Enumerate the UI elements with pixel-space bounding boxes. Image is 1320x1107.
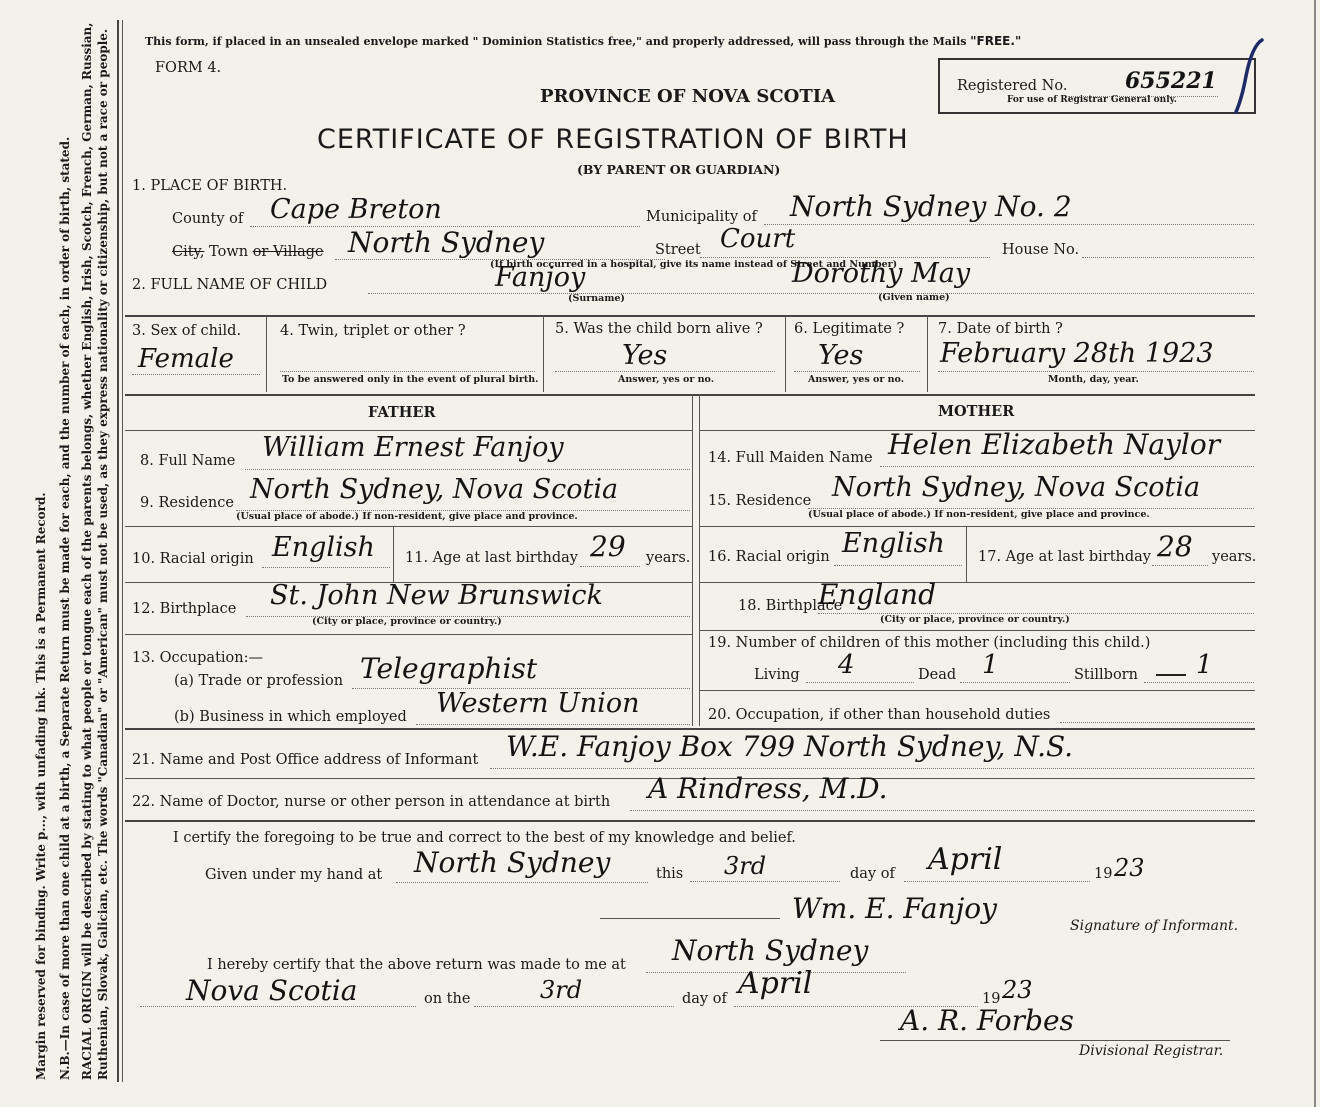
informant-value: W.E. Fanjoy Box 799 North Sydney, N.S.	[506, 730, 1074, 763]
registrar-year-prefix: 19	[982, 991, 1001, 1007]
form-number: FORM 4.	[155, 60, 222, 76]
father-birthplace-note: (City or place, province or country.)	[312, 616, 502, 627]
town-word: Town	[204, 244, 253, 260]
doctor-value: A Rindress, M.D.	[648, 772, 888, 805]
stillborn-value: 1	[1196, 650, 1213, 680]
mother-name: Helen Elizabeth Naylor	[888, 428, 1221, 461]
father-age-label: 11. Age at last birthday	[405, 550, 578, 566]
registrar-statement: I hereby certify that the above return was made to me at	[207, 957, 626, 973]
registrar-place-1: North Sydney	[672, 934, 869, 967]
dead-value: 1	[982, 650, 999, 680]
mother-residence-note: (Usual place of abode.) If non-resident, give place and province.	[808, 509, 1150, 520]
registered-note: For use of Registrar General only.	[1007, 95, 1177, 105]
living-label: Living	[754, 667, 800, 683]
certify-day: 3rd	[724, 852, 767, 880]
mother-children-label: 19. Number of children of this mother (including this child.)	[708, 635, 1151, 651]
margin-rule-inner	[122, 20, 123, 1082]
certify-year-suffix: 23	[1114, 854, 1145, 882]
margin-note-3: N.B.—In case of more than one child at a birth, a Separate Return must be made for each, and the number of each, in order of birth, stated.	[58, 136, 72, 1080]
given-name-note: (Given name)	[878, 292, 950, 303]
mother-residence: North Sydney, Nova Scotia	[832, 472, 1201, 503]
street-label: Street	[655, 242, 701, 258]
father-race-label: 10. Racial origin	[132, 551, 254, 567]
town-value: North Sydney	[348, 226, 545, 259]
legitimate-note: Answer, yes or no.	[808, 374, 905, 385]
dob-value: February 28th 1923	[940, 338, 1214, 369]
certify-place: North Sydney	[414, 846, 611, 879]
alive-label: 5. Was the child born alive ?	[555, 321, 763, 337]
mother-residence-label: 15. Residence	[708, 493, 812, 509]
mother-name-label: 14. Full Maiden Name	[708, 450, 873, 466]
father-birthplace-label: 12. Birthplace	[132, 601, 237, 617]
child-name-label: 2. FULL NAME OF CHILD	[132, 277, 328, 293]
registered-label: Registered No.	[957, 78, 1068, 94]
county-label: County of	[172, 211, 244, 227]
stillborn-label: Stillborn	[1074, 667, 1138, 683]
registrar-year-suffix: 23	[1002, 976, 1033, 1004]
father-birthplace: St. John New Brunswick	[270, 580, 603, 611]
father-residence-note: (Usual place of abode.) If non-resident, give place and province.	[236, 511, 578, 522]
alive-note: Answer, yes or no.	[618, 374, 715, 385]
registrar-day-of-label: day of	[682, 991, 727, 1007]
mail-notice	[145, 34, 1021, 48]
mail-notice-text: This form, if placed in an unsealed envelope marked " Dominion Statistics free," and properly addressed, will pass through the Mails	[145, 35, 967, 48]
dead-label: Dead	[918, 667, 957, 683]
registered-number: 655221	[1125, 68, 1217, 94]
mother-age-unit: years.	[1212, 549, 1257, 565]
child-surname: Fanjoy	[495, 262, 586, 293]
certificate-subtitle: (BY PARENT OR GUARDIAN)	[577, 162, 781, 177]
mother-birthplace: England	[818, 578, 937, 611]
legitimate-label: 6. Legitimate ?	[794, 321, 905, 337]
place-of-birth-label: 1. PLACE OF BIRTH.	[132, 178, 288, 194]
father-age-unit: years.	[646, 550, 691, 566]
mother-race: English	[842, 528, 945, 559]
legitimate-value: Yes	[818, 340, 864, 371]
dob-note: Month, day, year.	[1048, 374, 1139, 385]
mother-age: 28	[1157, 530, 1193, 563]
father-trade-label: (a) Trade or profession	[174, 673, 344, 689]
margin-rule	[117, 20, 119, 1082]
check-mark-icon	[1222, 36, 1266, 116]
certify-month: April	[928, 842, 1003, 877]
father-heading: FATHER	[368, 404, 436, 421]
municipality-value: North Sydney No. 2	[790, 190, 1072, 223]
on-the-label: on the	[424, 991, 471, 1007]
mother-occupation-label: 20. Occupation, if other than household duties	[708, 707, 1051, 723]
dob-label: 7. Date of birth ?	[938, 321, 1063, 337]
municipality-label: Municipality of	[646, 209, 757, 225]
given-under-label: Given under my hand at	[205, 867, 383, 883]
mail-free: "FREE."	[970, 34, 1022, 48]
hospital-note: (If birth occurred in a hospital, give its name instead of Street and Number)	[490, 259, 898, 270]
father-occupation-label: 13. Occupation:—	[132, 650, 263, 666]
alive-value: Yes	[622, 340, 668, 371]
twin-note: To be answered only in the event of plural birth.	[282, 374, 539, 385]
informant-label: 21. Name and Post Office address of Informant	[132, 752, 479, 768]
father-trade: Telegraphist	[360, 652, 538, 685]
informant-signature: Wm. E. Fanjoy	[792, 892, 997, 925]
mother-birthplace-note: (City or place, province or country.)	[880, 614, 1070, 625]
street-value: Court	[720, 224, 796, 254]
surname-note: (Surname)	[568, 293, 625, 304]
mother-birthplace-label: 18. Birthplace	[738, 598, 843, 614]
father-residence: North Sydney, Nova Scotia	[250, 474, 619, 505]
living-value: 4	[838, 650, 855, 680]
sex-label: 3. Sex of child.	[132, 323, 242, 339]
village-struck: or Village	[252, 244, 324, 260]
father-name-label: 8. Full Name	[140, 453, 236, 469]
registrar-place-2: Nova Scotia	[186, 974, 358, 1007]
margin-note-1: Ruthenian, Slovak, Galician, etc. The words "Canadian" or "American" must not be used, as they express nationality or citizenship, but not a race or people.	[96, 28, 110, 1080]
twin-label: 4. Twin, triplet or other ?	[280, 323, 466, 339]
doctor-label: 22. Name of Doctor, nurse or other person in attendance at birth	[132, 794, 611, 810]
margin-note-4: Margin reserved for binding. Write p..., with unfading ink. This is a Permanent Record.	[34, 492, 48, 1080]
this-label: this	[656, 866, 684, 882]
registrar-caption: Divisional Registrar.	[1079, 1043, 1224, 1059]
child-given-name: Dorothy May	[792, 258, 971, 289]
registrar-signature: A. R. Forbes	[900, 1004, 1074, 1037]
father-business: Western Union	[436, 688, 640, 719]
registrar-day: 3rd	[540, 976, 583, 1004]
province-heading: PROVINCE OF NOVA SCOTIA	[540, 86, 836, 107]
certify-year-prefix: 19	[1094, 866, 1113, 882]
city-struck: City,	[172, 244, 205, 260]
mother-age-label: 17. Age at last birthday	[978, 549, 1151, 565]
father-residence-label: 9. Residence	[140, 495, 234, 511]
registrar-month: April	[738, 966, 813, 1001]
mother-heading: MOTHER	[938, 403, 1015, 420]
signature-caption: Signature of Informant.	[1070, 918, 1239, 934]
father-name: William Ernest Fanjoy	[262, 432, 564, 463]
margin-note-2: RACIAL ORIGIN will be described by stating to what people or tongue each of the parents belongs, whether English, Irish, Scotch, French, German, Russian,	[80, 22, 94, 1080]
town-label	[172, 244, 324, 260]
house-number-label: House No.	[1002, 242, 1080, 258]
father-race: English	[272, 532, 375, 563]
mother-race-label: 16. Racial origin	[708, 549, 830, 565]
county-value: Cape Breton	[270, 194, 442, 225]
day-of-label: day of	[850, 866, 895, 882]
sex-value: Female	[138, 344, 234, 374]
father-business-label: (b) Business in which employed	[174, 709, 407, 725]
certificate-title: CERTIFICATE OF REGISTRATION OF BIRTH	[317, 124, 909, 155]
certify-statement: I certify the foregoing to be true and correct to the best of my knowledge and belief.	[173, 830, 796, 846]
father-age: 29	[590, 530, 626, 563]
